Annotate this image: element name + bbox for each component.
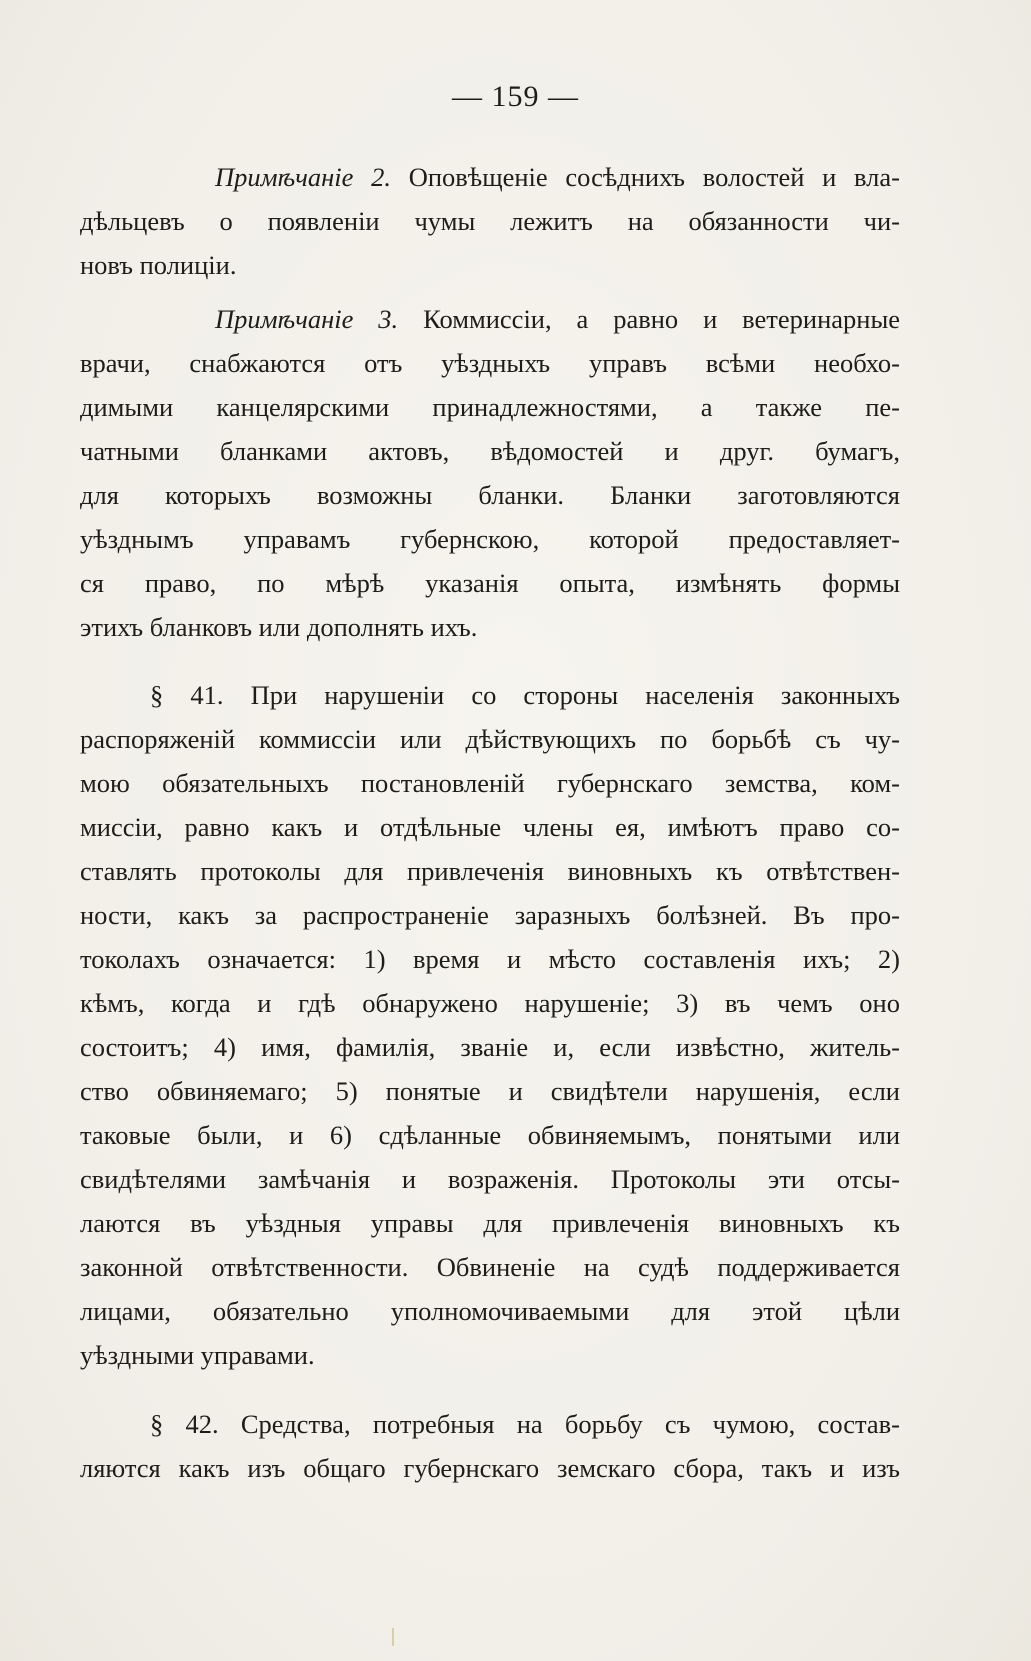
note-3-text: Коммиссіи, а равно и ветеринарные xyxy=(398,304,901,334)
note-3-line xyxy=(80,297,900,341)
note-3-line: ся право, по мѣрѣ указанія опыта, измѣнять формы xyxy=(80,568,900,598)
note-3-line: врачи, снабжаются отъ уѣздныхъ управъ всѣми необхо- xyxy=(80,348,900,378)
section-41-line: токолахъ означается: 1) время и мѣсто составленія ихъ; 2) xyxy=(80,944,900,974)
section-41-line: ство обвиняемаго; 5) понятые и свидѣтели нарушенія, если xyxy=(80,1076,900,1106)
section-41-line: ности, какъ за распространеніе заразныхъ болѣзней. Въ про- xyxy=(80,900,900,930)
section-41-line: таковые были, и 6) сдѣланные обвиняемымъ, понятыми или xyxy=(80,1120,900,1150)
paper-mark xyxy=(392,1628,394,1646)
note-3-line: димыми канцелярскими принадлежностями, а также пе- xyxy=(80,392,900,422)
note-2-text: Оповѣщеніе сосѣднихъ волостей и вла- xyxy=(391,162,900,192)
note-3-label: Примѣчаніе 3. xyxy=(215,304,399,334)
note-3-line: уѣзднымъ управамъ губернскою, которой предоставляет- xyxy=(80,524,900,554)
section-41-line: ставлять протоколы для привлеченія виновныхъ къ отвѣтствен- xyxy=(80,856,900,886)
section-41-paragraph xyxy=(80,673,900,1377)
section-42-line: § 42. Средства, потребныя на борьбу съ чумою, состав- xyxy=(150,1409,900,1439)
note-2-line: дѣльцевъ о появленіи чумы лежитъ на обязанности чи- xyxy=(80,206,900,236)
section-41-line: состоитъ; 4) имя, фамилія, званіе и, если извѣстно, житель- xyxy=(80,1032,900,1062)
note-2-paragraph xyxy=(80,155,900,287)
section-42-line: ляются какъ изъ общаго губернскаго земскаго сбора, такъ и изъ xyxy=(80,1453,900,1483)
note-3-paragraph xyxy=(80,297,900,649)
note-2-line: новъ полиціи. xyxy=(80,250,237,280)
section-41-line: законной отвѣтственности. Обвиненіе на судѣ поддерживается xyxy=(80,1252,900,1282)
note-3-line: чатными бланками актовъ, вѣдомостей и друг. бумагъ, xyxy=(80,436,900,466)
note-3-line: для которыхъ возможны бланки. Бланки заготовляются xyxy=(80,480,900,510)
note-2-line xyxy=(80,155,900,199)
note-3-line: этихъ бланковъ или дополнять ихъ. xyxy=(80,612,478,642)
section-41-line: уѣздными управами. xyxy=(80,1340,315,1370)
section-41-line: миссіи, равно какъ и отдѣльные члены ея, имѣютъ право со- xyxy=(80,812,900,842)
section-41-line: лицами, обязательно уполномочиваемыми для этой цѣли xyxy=(80,1296,900,1326)
page-number: — 159 — xyxy=(452,80,579,113)
section-42-paragraph xyxy=(80,1402,900,1490)
note-2-label: Примѣчаніе 2. xyxy=(215,162,391,192)
section-41-line: мою обязательныхъ постановленій губернскаго земства, ком- xyxy=(80,768,900,798)
section-41-line: лаются въ уѣздныя управы для привлеченія виновныхъ къ xyxy=(80,1208,900,1238)
section-41-line: свидѣтелями замѣчанія и возраженія. Протоколы эти отсы- xyxy=(80,1164,900,1194)
section-41-line: кѣмъ, когда и гдѣ обнаружено нарушеніе; 3) въ чемъ оно xyxy=(80,988,900,1018)
section-41-line: распоряженій коммиссіи или дѣйствующихъ по борьбѣ съ чу- xyxy=(80,724,900,754)
section-41-line: § 41. При нарушеніи со стороны населенія законныхъ xyxy=(150,680,900,710)
